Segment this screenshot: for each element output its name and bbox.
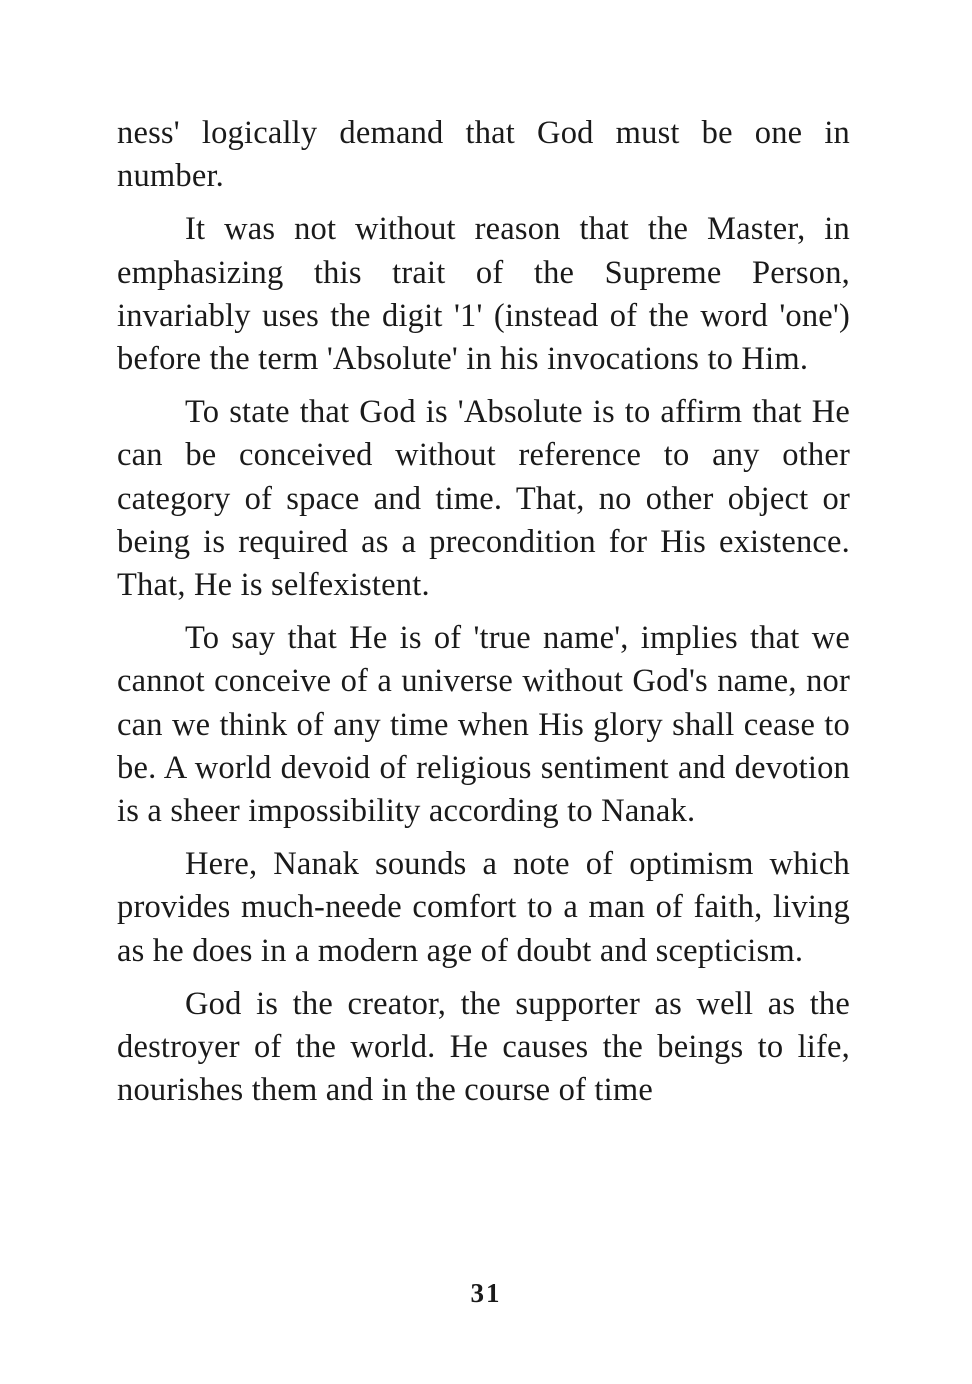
paragraph-master-digit: It was not without reason that the Master, in emphasizing this trait of the Supreme Person, invariably uses the digit '1' (instead of the word 'one') before the term 'Absolute' in his invocations to Him. [117, 211, 850, 378]
paragraph-continuation: ness' logically demand that God must be one in number. [117, 115, 850, 195]
paragraph-absolute: To state that God is 'Absolute is to affirm that He can be conceived without reference to any other category of space and time. That, no other object or being is required as a precondition for His existence. That, He is selfexistent. [117, 394, 850, 604]
paragraph-optimism: Here, Nanak sounds a note of optimism which provides much-neede comfort to a man of faith, living as he does in a modern age of doubt and scepticism. [117, 846, 850, 969]
paragraph-true-name: To say that He is of 'true name', implies that we cannot conceive of a universe without God's name, nor can we think of any time when His glory shall cease to be. A world devoid of religious sentiment and devotion is a sheer impossibility according to Nanak. [117, 620, 850, 830]
paragraph-creator: God is the creator, the supporter as well as the destroyer of the world. He causes the beings to life, nourishes them and in the course of time [117, 985, 850, 1109]
page-number: 31 [470, 1278, 502, 1308]
body-text [117, 112, 850, 1112]
